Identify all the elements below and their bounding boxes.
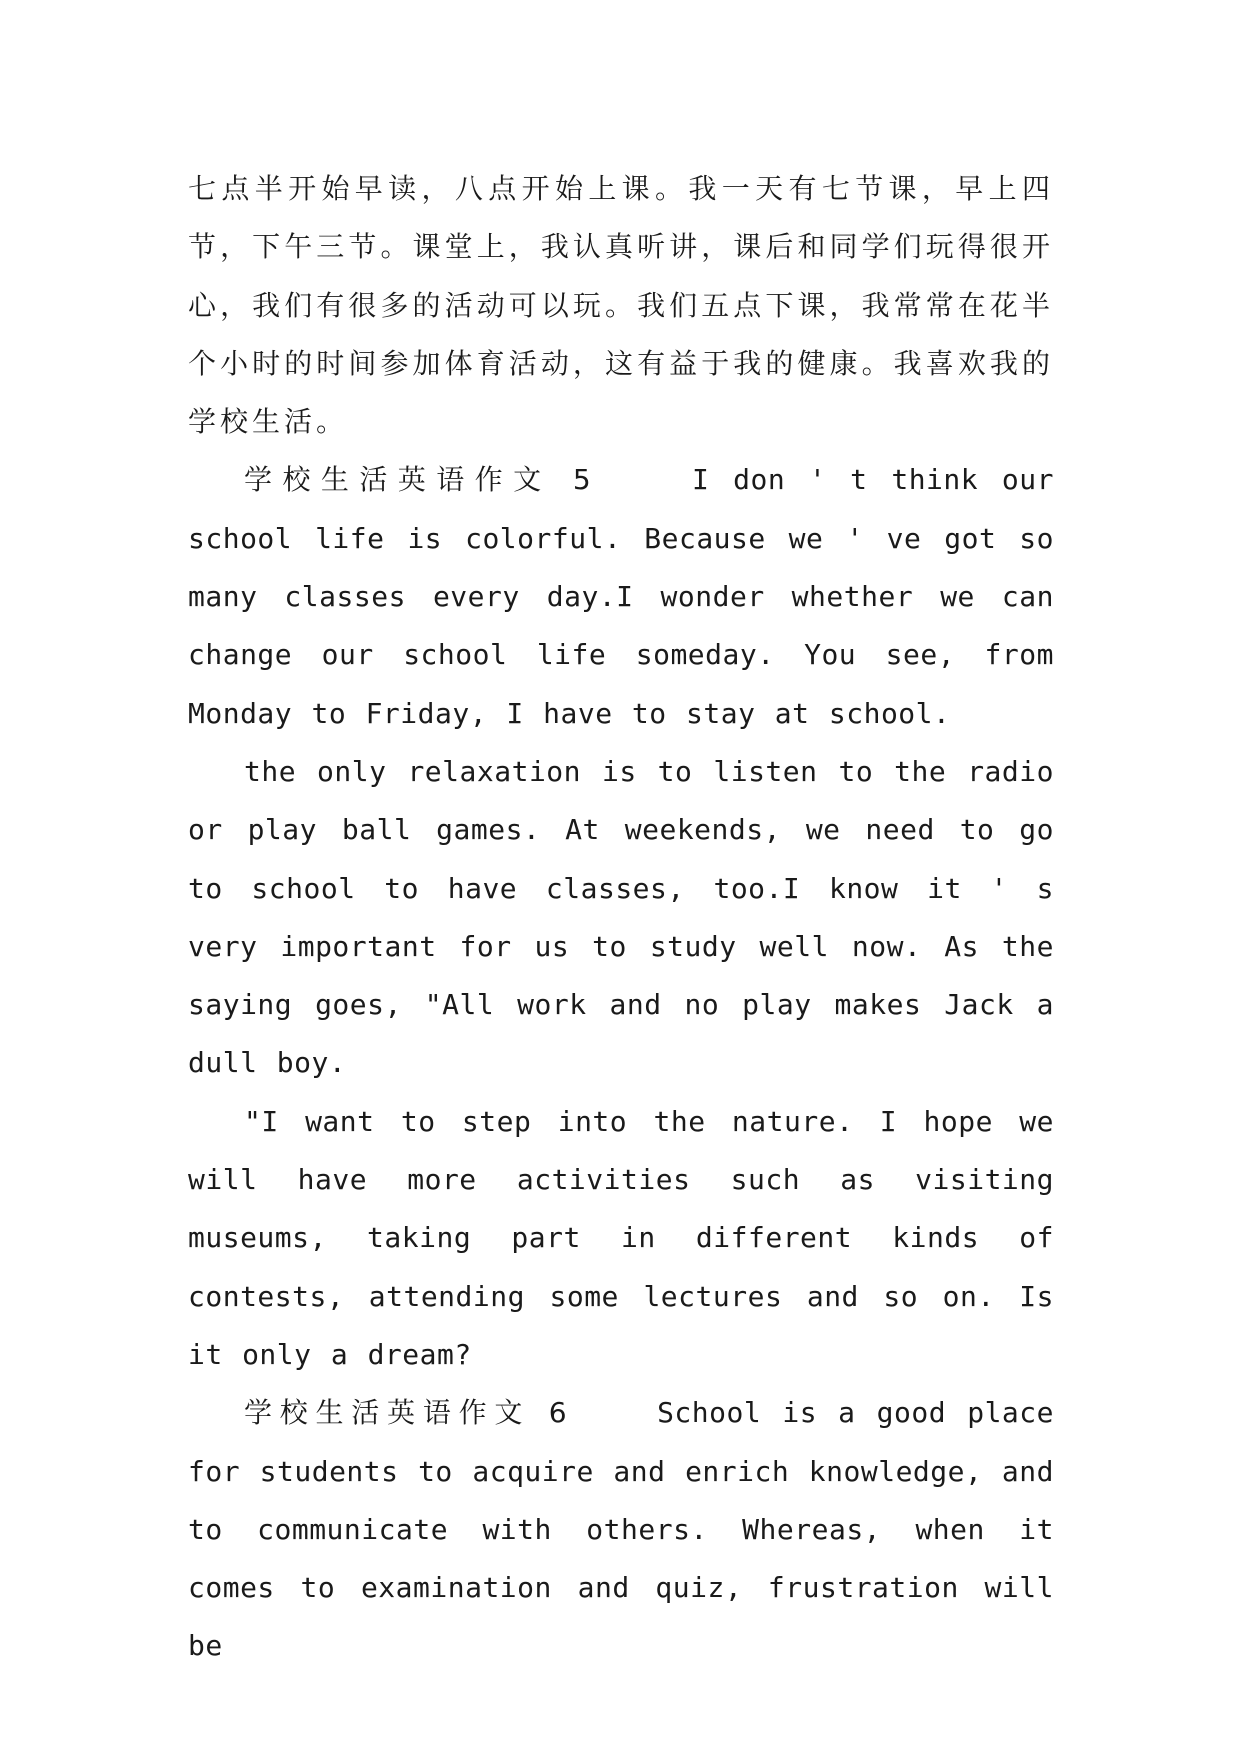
paragraph-essay-5-intro <box>188 451 1054 742</box>
paragraph-text: I don ' t think our school life is colorful. Because we ' ve got so many classes every day.I wonder whether we can change our school life someday. You see, from Monday to Friday, I have to stay at school. <box>188 463 1054 730</box>
document-body <box>188 160 1054 1676</box>
paragraph-text: the only relaxation is to listen to the radio or play ball games. At weekends, we need to go to school to have classes, too.I know it ' s very important for us to study well now. As the saying goes, "All work and no play makes Jack a dull boy. <box>188 754 1054 1080</box>
essay-heading-5: 学校生活英语作文 5 <box>244 463 597 497</box>
paragraph-essay-6-intro <box>188 1384 1054 1675</box>
paragraph-text: "I want to step into the nature. I hope we will have more activities such as visiting museums, taking part in different kinds of contests, attending some lectures and so on. Is it only a dream? <box>188 1104 1054 1371</box>
paragraph-text: School is a good place for students to acquire and enrich knowledge, and to communicate with others. Whereas, when it comes to examination and quiz, frustration will be <box>188 1396 1054 1663</box>
essay-heading-6: 学校生活英语作文 6 <box>244 1396 573 1430</box>
paragraph-essay-5-relaxation <box>188 743 1054 1093</box>
paragraph-essay-5-nature <box>188 1093 1054 1384</box>
paragraph-chinese-school-life <box>188 160 1054 451</box>
paragraph-text: 七点半开始早读，八点开始上课。我一天有七节课，早上四节，下午三节。课堂上，我认真听讲，课后和同学们玩得很开心，我们有很多的活动可以玩。我们五点下课，我常常在花半个小时的时间参加体育活动，这有益于我的健康。我喜欢我的学校生活。 <box>188 172 1054 439</box>
